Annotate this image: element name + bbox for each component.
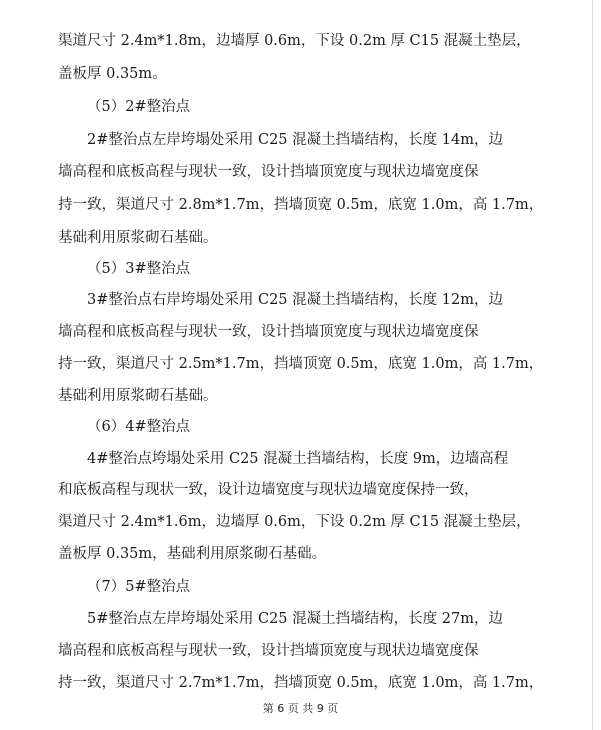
text-line: 盖板厚 0.35m，基础利用原浆砌石基础。 (58, 546, 327, 562)
text-line: 基础利用原浆砌石基础。 (58, 388, 218, 404)
section-heading-4: （6）4#整治点 (87, 419, 191, 435)
paragraph-first-line: 4#整治点垮塌处采用 C25 混凝土挡墙结构，长度 9m，边墙高程 (87, 451, 509, 467)
text-line: 墙高程和底板高程与现状一致，设计挡墙顶宽度与现状边墙宽度保 (58, 164, 479, 180)
text-line: 渠道尺寸 2.4m*1.6m，边墙厚 0.6m，下设 0.2m 厚 C15 混凝土垫层， (58, 514, 531, 530)
text-line: 渠道尺寸 2.4m*1.8m，边墙厚 0.6m，下设 0.2m 厚 C15 混凝土垫层， (58, 33, 531, 49)
text-line: 基础利用原浆砌石基础。 (58, 230, 218, 246)
text-line: 持一致，渠道尺寸 2.8m*1.7m，挡墙顶宽 0.5m，底宽 1.0m，高 1.7m， (58, 197, 544, 213)
text-line: 和底板高程与现状一致，设计边墙宽度与现状边墙宽度保持一致， (58, 482, 479, 498)
paragraph-first-line: 3#整治点右岸垮塌处采用 C25 混凝土挡墙结构，长度 12m，边 (87, 292, 503, 308)
page-footer: 第 6 页 共 9 页 (262, 702, 339, 715)
section-heading-3: （5）3#整治点 (87, 261, 191, 277)
section-heading-5: （7）5#整治点 (87, 579, 191, 595)
text-line: 墙高程和底板高程与现状一致，设计挡墙顶宽度与现状边墙宽度保 (58, 643, 479, 659)
paragraph-first-line: 5#整治点左岸垮塌处采用 C25 混凝土挡墙结构，长度 27m，边 (87, 611, 503, 627)
text-line: 持一致，渠道尺寸 2.7m*1.7m，挡墙顶宽 0.5m，底宽 1.0m，高 1.7m， (58, 675, 544, 691)
text-line: 盖板厚 0.35m。 (58, 66, 167, 82)
paragraph-first-line: 2#整治点左岸垮塌处采用 C25 混凝土挡墙结构，长度 14m，边 (87, 132, 503, 148)
text-line: 墙高程和底板高程与现状一致，设计挡墙顶宽度与现状边墙宽度保 (58, 324, 479, 340)
section-heading-2: （5）2#整治点 (87, 99, 191, 115)
text-line: 持一致，渠道尺寸 2.5m*1.7m，挡墙顶宽 0.5m，底宽 1.0m，高 1.7m， (58, 356, 544, 372)
